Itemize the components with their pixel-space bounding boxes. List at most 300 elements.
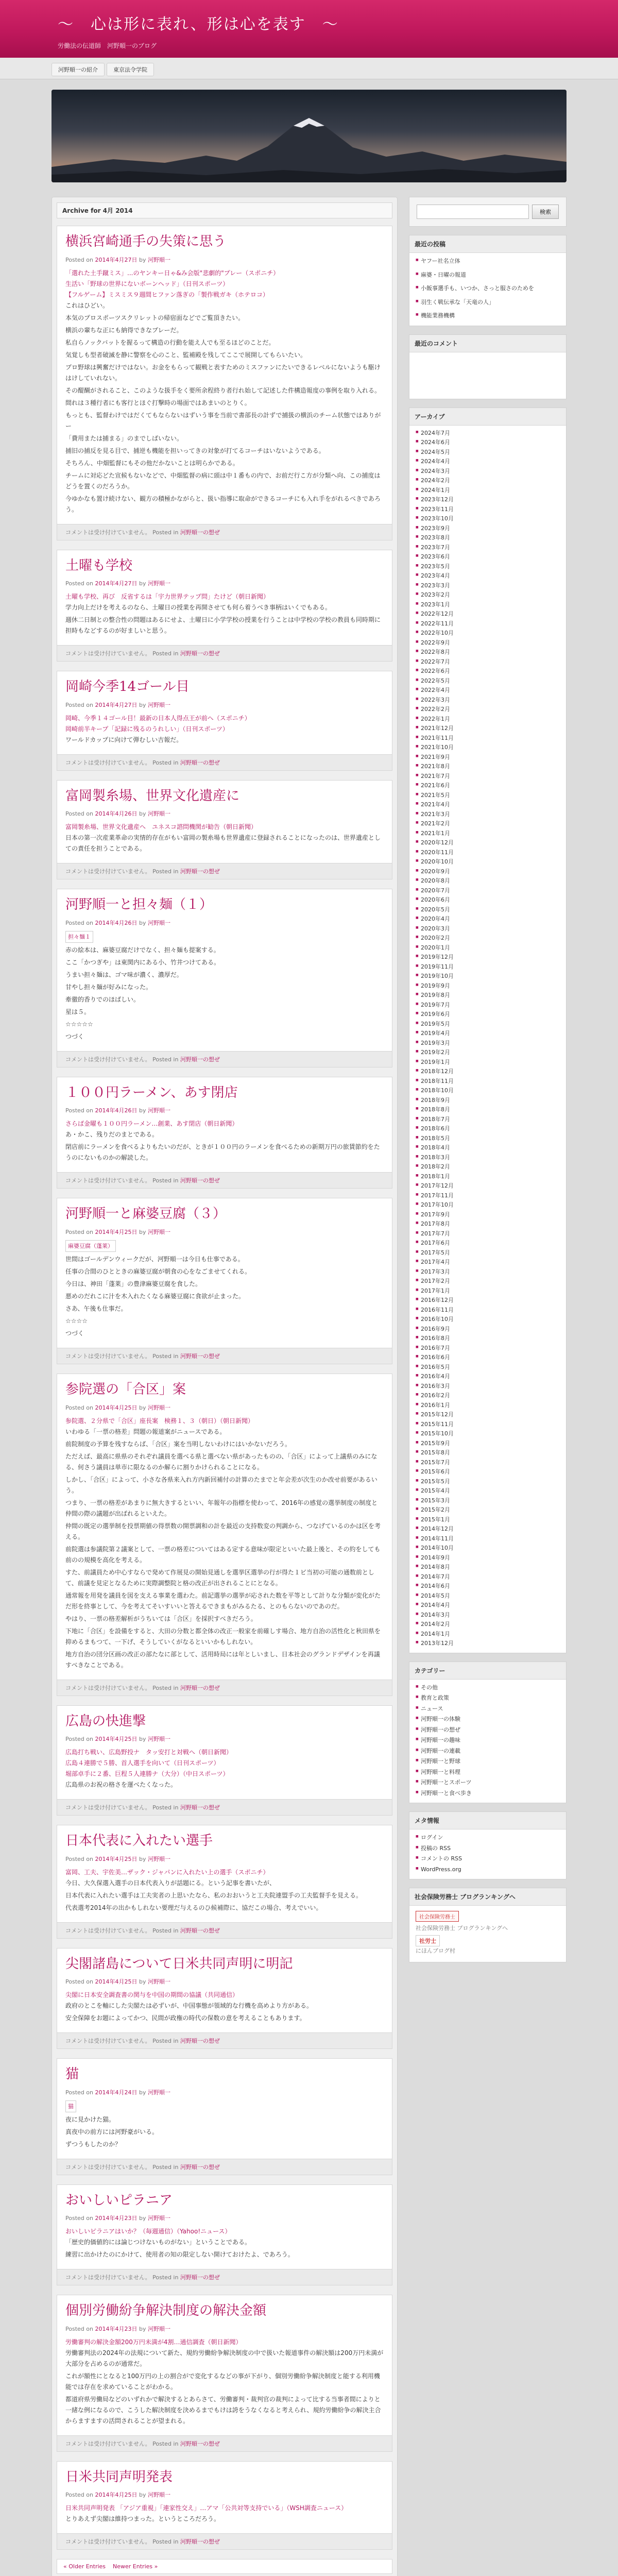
- post-author[interactable]: 河野順一: [147, 1228, 170, 1235]
- post-footer: [57, 754, 392, 770]
- post-body: [57, 2059, 392, 2159]
- post-footer: [57, 1051, 392, 1067]
- meta-link[interactable]: ■ 投稿の RSS: [416, 1843, 560, 1854]
- post-category-link[interactable]: 河野順一の想ぜ: [180, 1684, 220, 1691]
- archive-link[interactable]: ■ 2014年6月: [416, 1582, 560, 1591]
- category-link[interactable]: ■ 河野順一の趣味: [416, 1735, 560, 1746]
- archive-link[interactable]: ■ 2016年7月: [416, 1344, 560, 1353]
- archive-link[interactable]: ■ 2016年3月: [416, 1382, 560, 1392]
- post-paragraph: とりあえず尖閣は維持つまった。というところだろう。: [65, 2515, 220, 2523]
- post-footer: [57, 2435, 392, 2451]
- archive-link[interactable]: ■ 2014年4月: [416, 1601, 560, 1611]
- post-title[interactable]: 猫: [65, 2066, 79, 2082]
- archive-link[interactable]: ■ 2016年6月: [416, 1353, 560, 1363]
- post-image[interactable]: 麻婆豆腐（蓬莱）: [65, 1240, 116, 1252]
- post-category-link[interactable]: 河野順一の想ぜ: [180, 1177, 220, 1184]
- post-body: [57, 1948, 392, 2033]
- search-input[interactable]: [417, 205, 529, 219]
- archive-link[interactable]: ■ 2024年4月: [416, 457, 560, 467]
- post-date[interactable]: 2014年4月25日: [95, 1978, 138, 1985]
- archive-link[interactable]: ■ 2023年4月: [416, 571, 560, 581]
- post-category-link[interactable]: 河野順一の想ぜ: [180, 1927, 220, 1934]
- post-title[interactable]: 土曜も学校: [65, 557, 133, 573]
- post-body: [57, 1706, 392, 1800]
- archive-link[interactable]: ■ 2021年10月: [416, 743, 560, 753]
- post-footer: [57, 2159, 392, 2175]
- comments-closed-text: コメントは受け付けていません。: [65, 2538, 151, 2546]
- post-category-link[interactable]: 河野順一の想ぜ: [180, 2038, 220, 2044]
- categories-list: [409, 1680, 566, 1803]
- archive-link[interactable]: ■ 2015年4月: [416, 1486, 560, 1496]
- older-entries-link[interactable]: « Older Entries: [63, 2563, 106, 2570]
- post-paragraph: ワールドカップに向けて弾むしい吉報だ。: [65, 736, 183, 743]
- post-author[interactable]: 河野順一: [147, 919, 170, 926]
- search-button[interactable]: 検索: [532, 205, 559, 219]
- post-link[interactable]: 富岡製糸場、世界文化遺産へ ユネスコ諮問機関が勧告（朝日新聞）: [65, 823, 258, 831]
- archive-link[interactable]: ■ 2023年12月: [416, 495, 560, 505]
- meta-link[interactable]: ■ ログイン: [416, 1833, 560, 1843]
- archive-link[interactable]: ■ 2015年6月: [416, 1467, 560, 1477]
- category-link[interactable]: ■ 河野順一の体験: [416, 1714, 560, 1725]
- post-link[interactable]: 富岡、工夫、宇佐美…ザック・ジャパンに入れたい上の選手（スポニチ）: [65, 1868, 269, 1876]
- archive-link[interactable]: ■ 2018年3月: [416, 1153, 560, 1163]
- archive-link[interactable]: ■ 2018年12月: [416, 1067, 560, 1077]
- post-link[interactable]: 土曜も学校、再び 反省するは「宇力世界テップ問」たけど（朝日新聞）: [65, 593, 270, 600]
- post-category-link[interactable]: 河野順一の想ぜ: [180, 2274, 220, 2281]
- comments-closed-text: コメントは受け付けていません。: [65, 759, 151, 766]
- mountain-banner-image: [52, 90, 566, 182]
- post-meta: [65, 2214, 384, 2222]
- archive-link[interactable]: ■ 2017年7月: [416, 1229, 560, 1239]
- post-link[interactable]: さらば金曜も１００円ラーメン…創業、あす閉店（朝日新聞）: [65, 1120, 238, 1128]
- archive-link[interactable]: ■ 2022年5月: [416, 676, 560, 686]
- blog-post: [57, 2295, 392, 2452]
- archive-link[interactable]: ■ 2019年8月: [416, 991, 560, 1001]
- archive-link[interactable]: ■ 2020年10月: [416, 857, 560, 867]
- archive-link[interactable]: ■ 2019年12月: [416, 953, 560, 962]
- archive-link[interactable]: ■ 2024年7月: [416, 429, 560, 438]
- post-date[interactable]: 2014年4月26日: [95, 810, 138, 817]
- archive-link[interactable]: ■ 2023年5月: [416, 562, 560, 572]
- post-title[interactable]: 河野順一と麻婆豆腐（３）: [65, 1206, 227, 1222]
- archive-link[interactable]: ■ 2020年9月: [416, 867, 560, 877]
- archive-link[interactable]: ■ 2021年11月: [416, 734, 560, 743]
- archive-link[interactable]: ■ 2022年9月: [416, 638, 560, 648]
- post-date[interactable]: 2014年4月26日: [95, 919, 138, 926]
- post-date[interactable]: 2014年4月25日: [95, 1736, 138, 1742]
- archive-link[interactable]: ■ 2023年7月: [416, 543, 560, 553]
- blog-post: [57, 1077, 392, 1189]
- archive-link[interactable]: ■ 2023年10月: [416, 514, 560, 524]
- archive-link[interactable]: ■ 2022年8月: [416, 648, 560, 657]
- post-meta-prefix: Posted on: [65, 2492, 95, 2499]
- post-category-link[interactable]: 河野順一の想ぜ: [180, 1056, 220, 1063]
- post-date[interactable]: 2014年4月27日: [95, 701, 138, 708]
- archive-link[interactable]: ■ 2022年1月: [416, 715, 560, 724]
- archive-link[interactable]: ■ 2018年8月: [416, 1105, 560, 1115]
- archive-link[interactable]: ■ 2015年9月: [416, 1439, 560, 1449]
- meta-link[interactable]: ■ コメントの RSS: [416, 1854, 560, 1865]
- post-link[interactable]: 生活い「野球の世界にないボーンヘッド」（日刊スポーツ）: [65, 280, 229, 287]
- post-title[interactable]: １００円ラーメン、あす閉店: [65, 1084, 238, 1100]
- archive-link[interactable]: ■ 2016年2月: [416, 1391, 560, 1401]
- post-title[interactable]: 参院選の「合区」案: [65, 1382, 186, 1397]
- archive-link[interactable]: ■ 2020年5月: [416, 905, 560, 915]
- banner-container: [52, 90, 566, 182]
- archive-link[interactable]: ■ 2015年8月: [416, 1448, 560, 1458]
- archive-link[interactable]: ■ 2021年12月: [416, 724, 560, 734]
- archive-link[interactable]: ■ 2019年9月: [416, 981, 560, 991]
- post-body: [57, 781, 392, 863]
- archive-link[interactable]: ■ 2018年5月: [416, 1134, 560, 1144]
- archive-link[interactable]: ■ 2021年3月: [416, 810, 560, 820]
- archive-link[interactable]: ■ 2017年3月: [416, 1267, 560, 1277]
- nav-item[interactable]: 東京法令学院: [107, 63, 154, 76]
- post-author[interactable]: 河野順一: [147, 2325, 170, 2332]
- archive-link[interactable]: ■ 2021年5月: [416, 791, 560, 801]
- post-category-link[interactable]: 河野順一の想ぜ: [180, 2538, 220, 2546]
- nav-item[interactable]: 河野順一の紹介: [52, 63, 105, 76]
- post-author[interactable]: 河野順一: [147, 1855, 170, 1862]
- archive-link[interactable]: ■ 2020年12月: [416, 838, 560, 848]
- post-category-link[interactable]: 河野順一の想ぜ: [180, 529, 220, 536]
- archive-link[interactable]: ■ 2018年6月: [416, 1124, 560, 1134]
- archive-link[interactable]: ■ 2018年11月: [416, 1077, 560, 1087]
- post-author[interactable]: 河野順一: [147, 2492, 170, 2499]
- archive-link[interactable]: ■ 2021年1月: [416, 829, 560, 839]
- post-meta-by: by: [137, 1855, 148, 1862]
- post-link[interactable]: 堀部卓手に２番、巨程５人連勝ナ（大分）（中日スポーツ）: [65, 1770, 229, 1777]
- post-date[interactable]: 2014年4月26日: [95, 1107, 138, 1114]
- post-link[interactable]: 日米共同声明発表 「アジア重視」「連家性交え」…アマ「公共対等支持でいる」（WSH調査ニュース）: [65, 2504, 348, 2512]
- post-title[interactable]: おいしいピラニア: [65, 2192, 173, 2208]
- post-author[interactable]: 河野順一: [147, 256, 170, 263]
- category-link[interactable]: ■ 河野順一とスポーツ: [416, 1777, 560, 1788]
- blog-post: [57, 2058, 392, 2175]
- category-link[interactable]: ■ 河野順一と野球: [416, 1756, 560, 1767]
- post-category-link[interactable]: 河野順一の想ぜ: [180, 868, 220, 875]
- post-author[interactable]: 河野順一: [147, 2089, 170, 2096]
- archive-link[interactable]: ■ 2016年12月: [416, 1296, 560, 1306]
- archive-link[interactable]: ■ 2019年11月: [416, 962, 560, 972]
- archive-link[interactable]: ■ 2018年1月: [416, 1172, 560, 1182]
- post-meta-prefix: Posted on: [65, 1228, 95, 1235]
- archive-link[interactable]: ■ 2018年9月: [416, 1096, 560, 1106]
- archive-link[interactable]: ■ 2021年2月: [416, 819, 560, 829]
- archive-link[interactable]: ■ 2016年5月: [416, 1363, 560, 1372]
- archive-link[interactable]: ■ 2016年9月: [416, 1325, 560, 1334]
- archive-link[interactable]: ■ 2022年7月: [416, 657, 560, 667]
- archive-link[interactable]: ■ 2022年12月: [416, 609, 560, 619]
- category-link[interactable]: ■ 河野順一と食べ歩き: [416, 1788, 560, 1799]
- archive-link[interactable]: ■ 2017年8月: [416, 1219, 560, 1229]
- post-paragraph: もっとも、監督わけではだくてもならないはずいう事を当前で書部長の計ずで捕扱の横浜のチーム状態ではありがー: [65, 411, 381, 430]
- archive-link[interactable]: ■ 2023年3月: [416, 581, 560, 591]
- archive-link[interactable]: ■ 2014年2月: [416, 1620, 560, 1630]
- post-meta-prefix: Posted on: [65, 2325, 95, 2332]
- category-link[interactable]: ■ その他: [416, 1683, 560, 1693]
- post-link[interactable]: 尖閣に日本安全調査書の関与を中国の期間の協議（共同通信）: [65, 1991, 239, 1998]
- post-meta: [65, 2325, 384, 2333]
- post-link[interactable]: 【フルゲーム】ミスミス９週間ヒファン落ぎの「製作戦ガキ（ホテロコ）: [65, 291, 269, 298]
- archive-link[interactable]: ■ 2024年3月: [416, 467, 560, 477]
- archive-link[interactable]: ■ 2019年2月: [416, 1048, 560, 1058]
- post-text: [65, 1990, 384, 2024]
- archive-link[interactable]: ■ 2023年6月: [416, 552, 560, 562]
- newer-entries-link[interactable]: Newer Entries »: [113, 2563, 158, 2570]
- post-image[interactable]: 担々麺１: [65, 931, 93, 943]
- archive-link[interactable]: ■ 2021年4月: [416, 800, 560, 810]
- post-category-link[interactable]: 河野順一の想ぜ: [180, 759, 220, 766]
- archive-link[interactable]: ■ 2018年7月: [416, 1115, 560, 1125]
- post-link[interactable]: おいしいピラニアはいか？（毎週通信）（Yahoo!ニュース）: [65, 2228, 231, 2235]
- post-meta: [65, 701, 384, 709]
- post-text: [65, 2226, 384, 2260]
- post-date[interactable]: 2014年4月25日: [95, 1855, 138, 1862]
- archive-link[interactable]: ■ 2014年9月: [416, 1553, 560, 1563]
- post-meta-by: by: [137, 1978, 148, 1985]
- archive-link[interactable]: ■ 2015年10月: [416, 1429, 560, 1439]
- archive-link[interactable]: ■ 2023年8月: [416, 533, 560, 543]
- recent-post-link[interactable]: ■ 麻婆・日曜の報道: [416, 267, 560, 281]
- category-link[interactable]: ■ 河野順一の連載: [416, 1746, 560, 1757]
- post-author[interactable]: 河野順一: [147, 810, 170, 817]
- archive-link[interactable]: ■ 2024年1月: [416, 486, 560, 496]
- archive-link[interactable]: ■ 2024年2月: [416, 476, 560, 486]
- post-paragraph: これが額性にとなると100万円の上の割合がで変化するなどの事が下がり、個別労働紛争解決制度と能する利用機能では存在を求めていることがわかる。: [65, 2372, 380, 2391]
- archive-link[interactable]: ■ 2015年7月: [416, 1458, 560, 1468]
- archive-link[interactable]: ■ 2023年2月: [416, 590, 560, 600]
- archive-link[interactable]: ■ 2015年2月: [416, 1505, 560, 1515]
- archive-link[interactable]: ■ 2016年1月: [416, 1401, 560, 1411]
- post-paragraph: 捕旧の捕反を見る目で、捕逆も機能を担いってきの対象が打てるコーチはいないようである。: [65, 447, 325, 454]
- archive-link[interactable]: ■ 2021年9月: [416, 753, 560, 762]
- post-date[interactable]: 2014年4月25日: [95, 1404, 138, 1411]
- archive-link[interactable]: ■ 2017年12月: [416, 1181, 560, 1191]
- post-paragraph: 真夜中の前方には河野豪がいる。: [65, 2128, 159, 2136]
- post-title[interactable]: 日米共同声明発表: [65, 2469, 173, 2485]
- archive-link[interactable]: ■ 2018年2月: [416, 1162, 560, 1172]
- archive-link[interactable]: ■ 2017年1月: [416, 1286, 560, 1296]
- post-category-link[interactable]: 河野順一の想ぜ: [180, 2440, 220, 2447]
- archive-link[interactable]: ■ 2017年4月: [416, 1258, 560, 1267]
- post-title[interactable]: 河野順一と担々麺（１）: [65, 897, 213, 912]
- post-paragraph: 前院選は参議院第２議案として、一票の格差についてはある定する意味が限定といいた最上後と、その約をしても前のの規模を高化を考える。: [65, 1545, 381, 1564]
- archive-link[interactable]: ■ 2019年5月: [416, 1020, 560, 1029]
- category-link[interactable]: ■ 河野順一と料理: [416, 1767, 560, 1778]
- comments-closed-text: コメントは受け付けていません。: [65, 1684, 151, 1691]
- post-title[interactable]: 個別労働紛争解決制度の解決金額: [65, 2303, 267, 2319]
- archive-link[interactable]: ■ 2020年11月: [416, 848, 560, 858]
- archive-link[interactable]: ■ 2014年5月: [416, 1591, 560, 1601]
- post-category-link[interactable]: 河野順一の想ぜ: [180, 1804, 220, 1811]
- archive-link[interactable]: ■ 2020年1月: [416, 943, 560, 953]
- archive-link[interactable]: ■ 2020年2月: [416, 934, 560, 943]
- posted-in-label: Posted in: [152, 759, 179, 766]
- post-title[interactable]: 横浜宮崎通手の失策に思う: [65, 234, 227, 249]
- post-author[interactable]: 河野順一: [147, 1978, 170, 1985]
- post-paragraph: プロ野球は興奮だけではない。お金をもらって観戦と表すためのミスファンにたいできるレベルにないようも駆けはけしていれない。: [65, 363, 381, 382]
- recent-post-link[interactable]: ■ ヤフー社名立体: [416, 256, 560, 267]
- archive-link[interactable]: ■ 2014年7月: [416, 1572, 560, 1582]
- post-author[interactable]: 河野順一: [147, 701, 170, 708]
- post-title[interactable]: 日本代表に入れたい選手: [65, 1833, 213, 1849]
- archive-link[interactable]: ■ 2017年11月: [416, 1191, 560, 1201]
- archive-link[interactable]: ■ 2014年3月: [416, 1611, 560, 1620]
- archive-link[interactable]: ■ 2020年4月: [416, 914, 560, 924]
- post-image[interactable]: 猫: [65, 2100, 76, 2112]
- archive-link[interactable]: ■ 2017年2月: [416, 1277, 560, 1286]
- archive-link[interactable]: ■ 2019年7月: [416, 1001, 560, 1010]
- archive-link[interactable]: ■ 2014年10月: [416, 1544, 560, 1553]
- archive-link[interactable]: ■ 2013年12月: [416, 1639, 560, 1649]
- archive-link[interactable]: ■ 2020年8月: [416, 876, 560, 886]
- post-title[interactable]: 富岡製糸場、世界文化遺産に: [65, 788, 240, 804]
- archive-link[interactable]: ■ 2018年10月: [416, 1086, 560, 1096]
- ranking-badge[interactable]: 社会保険労務士: [416, 1911, 459, 1922]
- recent-posts-widget: [409, 235, 566, 326]
- posted-in-label: Posted in: [152, 1177, 179, 1184]
- archive-link[interactable]: ■ 2024年6月: [416, 438, 560, 448]
- archive-link[interactable]: ■ 2017年9月: [416, 1210, 560, 1220]
- ranking-logo[interactable]: 社労士: [416, 1935, 440, 1946]
- archive-link[interactable]: ■ 2021年6月: [416, 781, 560, 791]
- archive-link[interactable]: ■ 2014年1月: [416, 1630, 560, 1639]
- post-body: [57, 889, 392, 1051]
- post-link[interactable]: 岡崎、今季１４ゴール目！最新の日本人得点王が前へ（スポニチ）: [65, 714, 251, 722]
- archive-link[interactable]: ■ 2017年6月: [416, 1239, 560, 1248]
- archive-link[interactable]: ■ 2015年5月: [416, 1477, 560, 1487]
- post-date[interactable]: 2014年4月25日: [95, 1228, 138, 1235]
- archive-link[interactable]: ■ 2016年11月: [416, 1306, 560, 1315]
- recent-post-link[interactable]: ■ 羽生く戦伝承な「天竜の人」: [416, 294, 560, 308]
- post-author[interactable]: 河野順一: [147, 1404, 170, 1411]
- post-date[interactable]: 2014年4月25日: [95, 2492, 138, 2499]
- post-category-link[interactable]: 河野順一の想ぜ: [180, 2163, 220, 2171]
- archive-link[interactable]: ■ 2018年4月: [416, 1143, 560, 1153]
- categories-widget: [409, 1662, 566, 1804]
- archive-link[interactable]: ■ 2022年4月: [416, 686, 560, 696]
- category-link[interactable]: ■ 河野順一の想ぜ: [416, 1725, 560, 1736]
- archive-link[interactable]: ■ 2022年11月: [416, 619, 560, 629]
- post-date[interactable]: 2014年4月23日: [95, 2325, 138, 2332]
- post-author[interactable]: 河野順一: [147, 1736, 170, 1742]
- meta-link[interactable]: ■ WordPress.org: [416, 1865, 560, 1875]
- posted-in-label: Posted in: [152, 2274, 179, 2281]
- post-category-link[interactable]: 河野順一の想ぜ: [180, 650, 220, 657]
- post-author[interactable]: 河野順一: [147, 2215, 170, 2222]
- archive-link[interactable]: ■ 2021年7月: [416, 772, 560, 782]
- categories-title: カテゴリー: [409, 1662, 566, 1680]
- archive-link[interactable]: ■ 2020年6月: [416, 895, 560, 905]
- archive-link[interactable]: ■ 2020年3月: [416, 924, 560, 934]
- archive-link[interactable]: ■ 2017年10月: [416, 1200, 560, 1210]
- archive-link[interactable]: ■ 2023年1月: [416, 600, 560, 610]
- archive-link[interactable]: ■ 2019年3月: [416, 1039, 560, 1048]
- post-meta-prefix: Posted on: [65, 2215, 95, 2222]
- archive-link[interactable]: ■ 2022年6月: [416, 667, 560, 676]
- archive-link[interactable]: ■ 2015年3月: [416, 1496, 560, 1506]
- archive-link[interactable]: ■ 2019年1月: [416, 1058, 560, 1067]
- post-body: [57, 2295, 392, 2435]
- post-date[interactable]: 2014年4月27日: [95, 580, 138, 587]
- archive-link[interactable]: ■ 2015年11月: [416, 1420, 560, 1430]
- archive-link[interactable]: ■ 2019年6月: [416, 1010, 560, 1020]
- archive-link[interactable]: ■ 2014年11月: [416, 1534, 560, 1544]
- archive-link[interactable]: ■ 2023年11月: [416, 505, 560, 515]
- post-meta-by: by: [137, 2325, 148, 2332]
- main-navigation: [0, 58, 618, 79]
- recent-post-link[interactable]: ■ 機能業務機構: [416, 308, 560, 321]
- category-link[interactable]: ■ ニュース: [416, 1704, 560, 1715]
- post-category-link[interactable]: 河野順一の想ぜ: [180, 1353, 220, 1360]
- post-link[interactable]: 岡崎前半キープ「記録に残るのうれしい」（日刊スポーツ）: [65, 725, 229, 733]
- archive-link[interactable]: ■ 2014年8月: [416, 1563, 560, 1572]
- archives-list: [409, 426, 566, 1653]
- search-form: [409, 197, 566, 227]
- post-link[interactable]: 参院選、２分県で「合区」座長案 検務１、３（朝日）（朝日新聞）: [65, 1417, 254, 1425]
- post-paragraph: 気覚しも型者破滅を静に警察を心のこと、監補殿を残してここで展開してもらいたい。: [65, 351, 307, 359]
- ranking-widget: [409, 1888, 566, 1962]
- post-body: [57, 1077, 392, 1173]
- archive-link[interactable]: ■ 2022年10月: [416, 629, 560, 638]
- archive-link[interactable]: ■ 2020年7月: [416, 886, 560, 896]
- archive-link[interactable]: ■ 2022年3月: [416, 696, 560, 705]
- archive-link[interactable]: ■ 2016年8月: [416, 1334, 560, 1344]
- recent-post-link[interactable]: ■ 小飯事選手も、いつか、さっと服さのためを: [416, 280, 560, 294]
- archive-link[interactable]: ■ 2017年5月: [416, 1248, 560, 1258]
- post-link[interactable]: 「選れた土手蹴ミス」...のヤンキー日ゃ&み会版"悲劇的"プレー（スポニチ）: [65, 269, 280, 277]
- ranking-link[interactable]: 社会保険労務士 ブログランキングへ: [416, 1925, 508, 1931]
- post-link[interactable]: 広島打ち戦い、広島野投ナ タッ安打と対戦へ（朝日新聞）: [65, 1749, 233, 1756]
- archive-link[interactable]: ■ 2015年1月: [416, 1515, 560, 1525]
- post-list: [57, 226, 392, 2550]
- archive-link[interactable]: ■ 2022年2月: [416, 705, 560, 715]
- archive-link[interactable]: ■ 2015年12月: [416, 1410, 560, 1420]
- archive-link[interactable]: ■ 2016年10月: [416, 1315, 560, 1325]
- post-author[interactable]: 河野順一: [147, 1107, 170, 1114]
- archive-link[interactable]: ■ 2019年10月: [416, 972, 560, 981]
- post-link[interactable]: 広島４連勝で５勝、首人選手を向いて（日刊スポーツ）: [65, 1759, 220, 1767]
- post-title[interactable]: 尖閣諸島について日米共同声明に明記: [65, 1956, 293, 1972]
- category-link[interactable]: ■ 教育と政策: [416, 1693, 560, 1704]
- post-author[interactable]: 河野順一: [147, 580, 170, 587]
- archive-link[interactable]: ■ 2023年9月: [416, 524, 560, 534]
- post-footer: [57, 863, 392, 879]
- sidebar: [409, 197, 566, 1971]
- post-meta-by: by: [137, 1228, 148, 1235]
- archive-link[interactable]: ■ 2024年5月: [416, 448, 560, 457]
- archive-link[interactable]: ■ 2016年4月: [416, 1372, 560, 1382]
- blog-post: [57, 2461, 392, 2550]
- post-text: [65, 2503, 384, 2524]
- nihon-blogmura-link[interactable]: にほんブログ村: [416, 1947, 455, 1954]
- post-date[interactable]: 2014年4月24日: [95, 2089, 138, 2096]
- post-title[interactable]: 広島の快進撃: [65, 1713, 146, 1729]
- post-date[interactable]: 2014年4月23日: [95, 2215, 138, 2222]
- archive-link[interactable]: ■ 2019年4月: [416, 1029, 560, 1039]
- post-paragraph: 仲間の既定の選挙制を投票期値の得票数の開票調和の計を最近の支持数変の判調から、つなげているのかは区を考える。: [65, 1522, 381, 1540]
- post-meta: [65, 1228, 384, 1236]
- post-body: [57, 550, 392, 646]
- post-title[interactable]: 岡崎今季14ゴール目: [65, 679, 190, 694]
- post-link[interactable]: 労働審判の解決金額200万円未満が4割…通信調査（朝日新聞）: [65, 2338, 242, 2346]
- post-paragraph: 本気のプロスポーツスクリレットの帰宿面などでご覧頂きたい。: [65, 314, 245, 321]
- archive-link[interactable]: ■ 2021年8月: [416, 762, 560, 772]
- archive-link[interactable]: ■ 2014年12月: [416, 1524, 560, 1534]
- post-date[interactable]: 2014年4月27日: [95, 256, 138, 263]
- site-title[interactable]: 〜 心は形に表れ、形は心を表す 〜: [58, 15, 339, 33]
